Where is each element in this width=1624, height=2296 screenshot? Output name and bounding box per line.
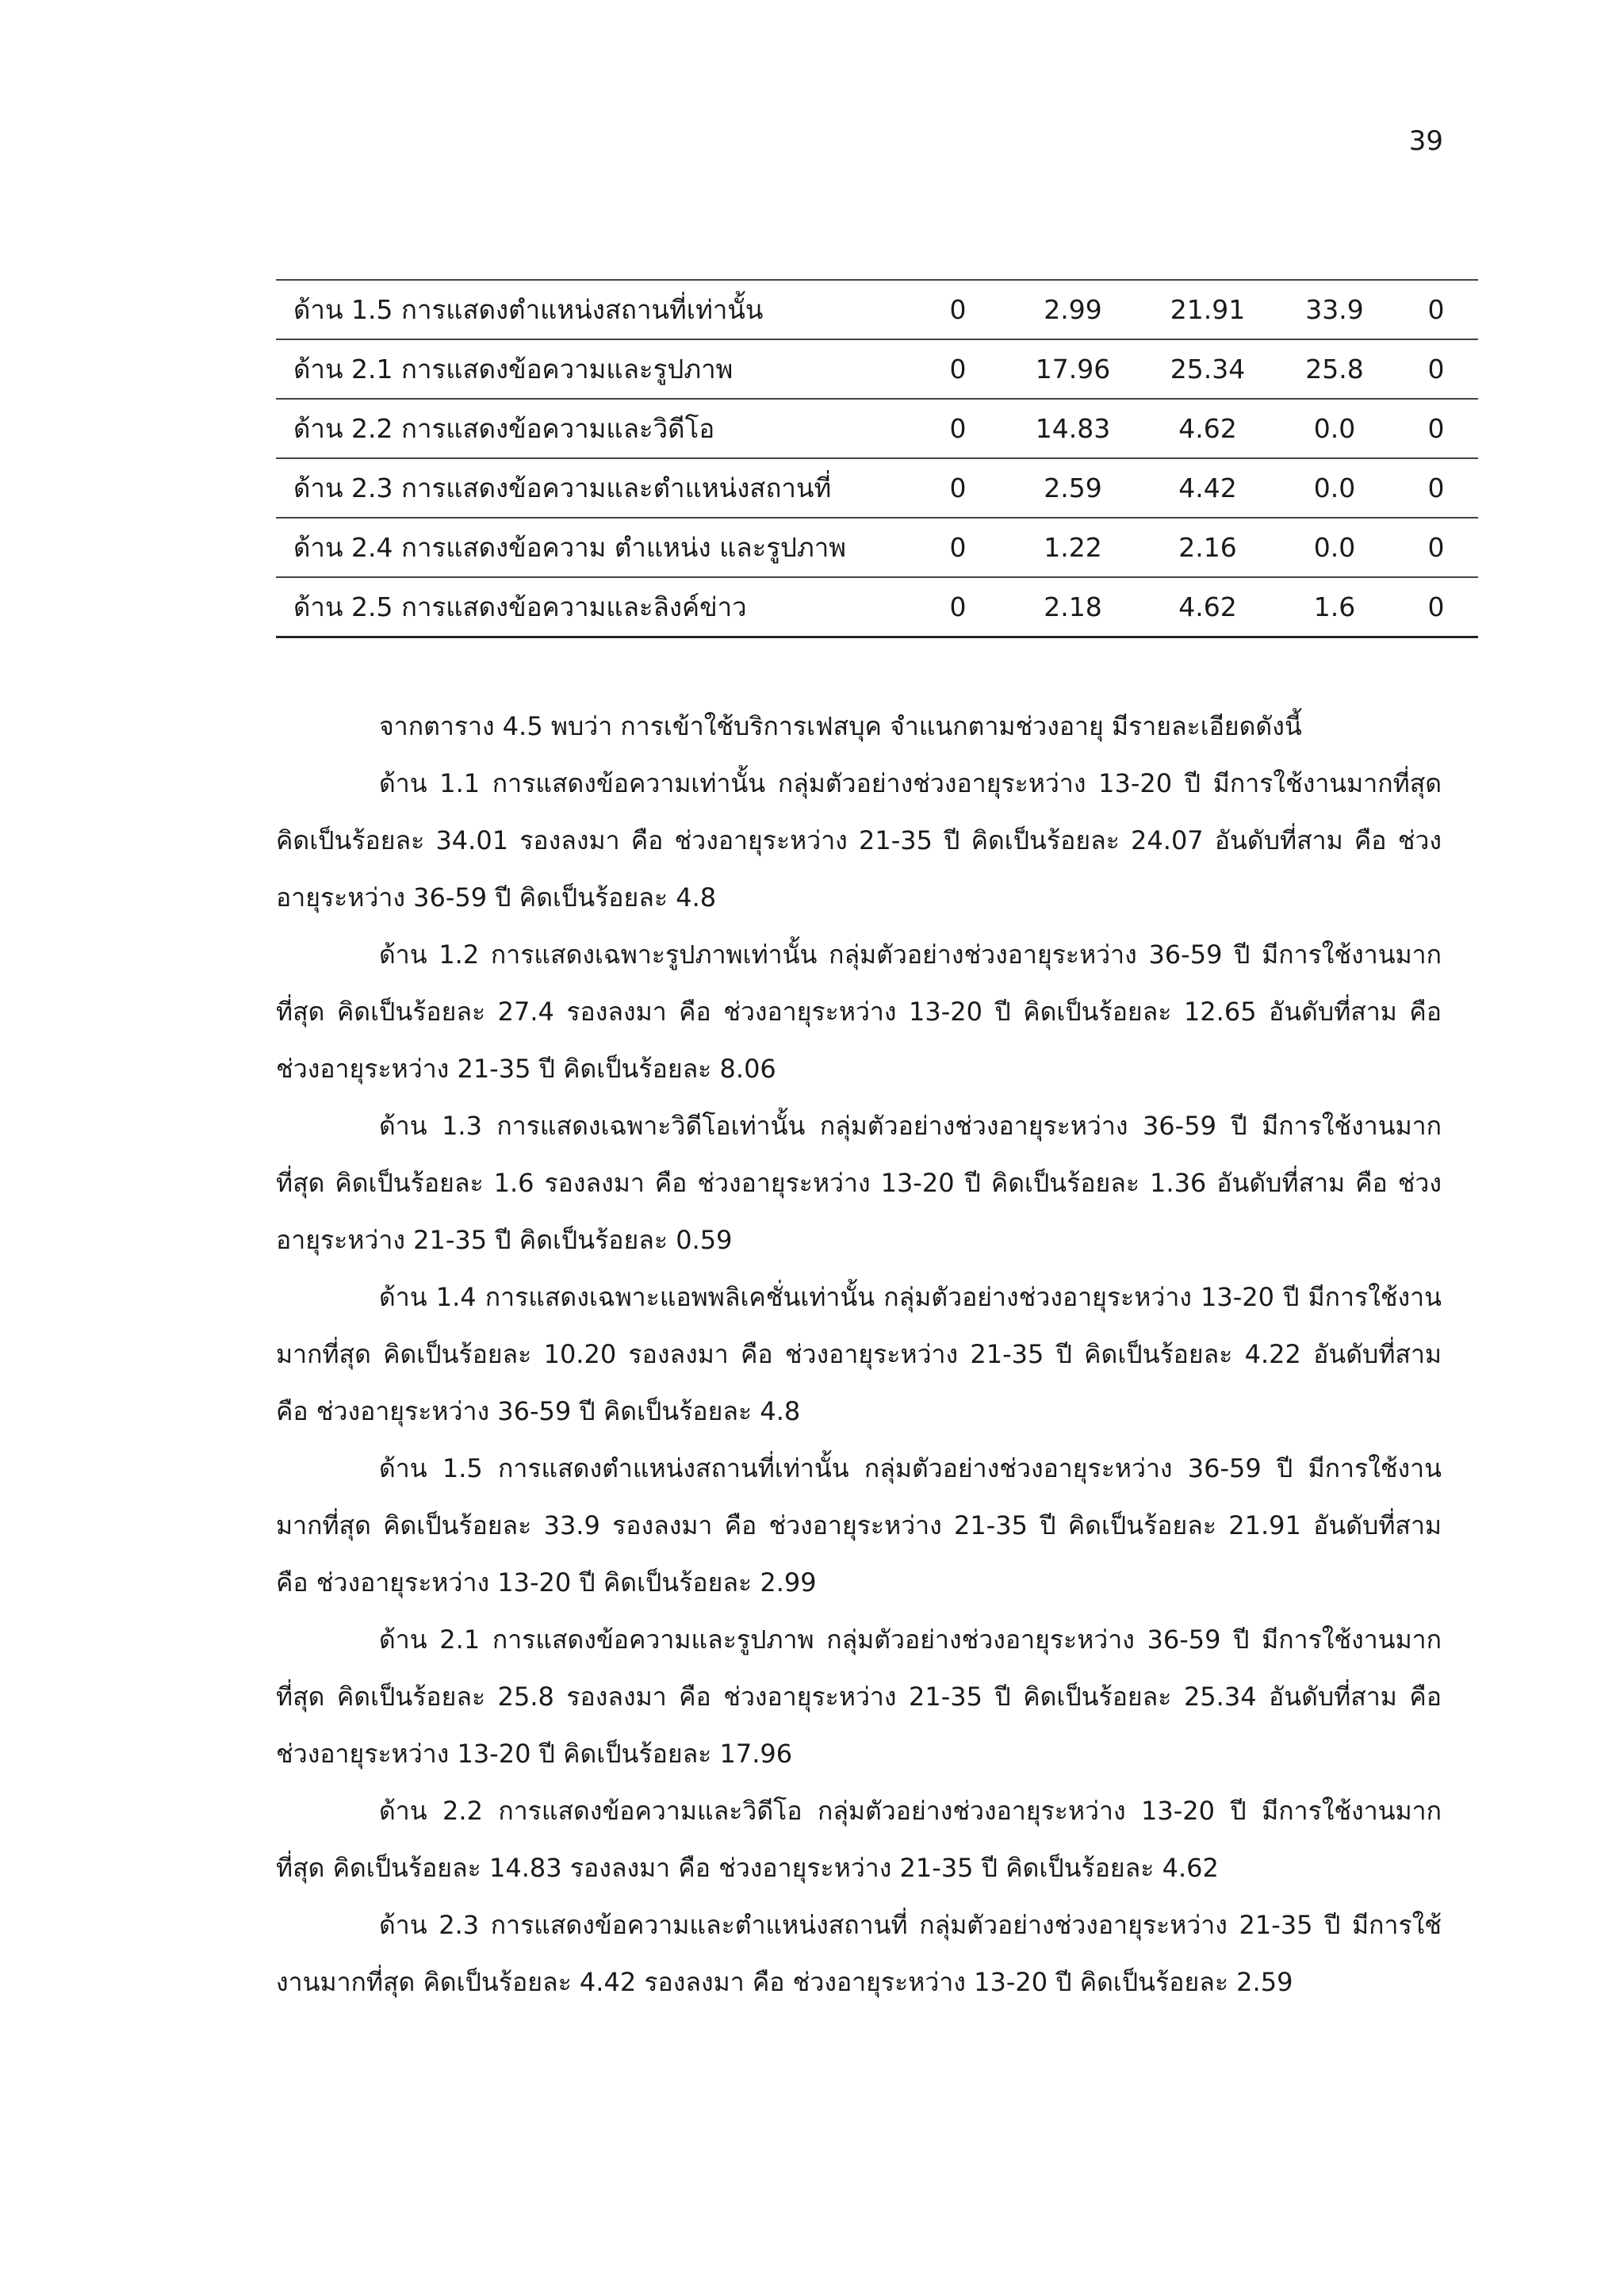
table-cell: 1.22 <box>1005 518 1140 577</box>
table-cell: 0 <box>1394 518 1478 577</box>
body-text <box>276 698 1442 2011</box>
table-cell: 4.62 <box>1140 577 1275 637</box>
table-cell: 0 <box>1394 577 1478 637</box>
table-row <box>276 577 1478 637</box>
table-cell: 0 <box>1394 399 1478 458</box>
table-cell: 2.99 <box>1005 280 1140 339</box>
table-cell: 0 <box>1394 280 1478 339</box>
table-cell: 1.6 <box>1275 577 1394 637</box>
table-cell: 14.83 <box>1005 399 1140 458</box>
table-cell: 0.0 <box>1275 399 1394 458</box>
table-row <box>276 518 1478 577</box>
row-label: ด้าน 2.5 การแสดงข้อความและลิงค์ข่าว <box>276 577 910 637</box>
table-cell: 0 <box>910 458 1005 518</box>
row-label: ด้าน 2.2 การแสดงข้อความและวิดีโอ <box>276 399 910 458</box>
table-cell: 2.59 <box>1005 458 1140 518</box>
paragraph: ด้าน 2.3 การแสดงข้อความและตำแหน่งสถานที่ กลุ่มตัวอย่างช่วงอายุระหว่าง 21-35 ปี มีการใช้งานมากที่สุด คิดเป็นร้อยละ 4.42 รองลงมา คือ ช่วงอายุระหว่าง 13-20 ปี คิดเป็นร้อยละ 2.59 <box>276 1910 1442 1997</box>
table-cell: 2.16 <box>1140 518 1275 577</box>
table-cell: 0 <box>910 399 1005 458</box>
table-cell: 25.34 <box>1140 339 1275 399</box>
intro-paragraph: จากตาราง 4.5 พบว่า การเข้าใช้บริการเฟสบุค จำแนกตามช่วงอายุ มีรายละเอียดดังนี้ <box>379 711 1302 741</box>
paragraph: ด้าน 1.5 การแสดงตำแหน่งสถานที่เท่านั้น กลุ่มตัวอย่างช่วงอายุระหว่าง 36-59 ปี มีการใช้งานมากที่สุด คิดเป็นร้อยละ 33.9 รองลงมา คือ ช่วงอายุระหว่าง 21-35 ปี คิดเป็นร้อยละ 21.91 อันดับที่สาม คือ ช่วงอายุระหว่าง 13-20 ปี คิดเป็นร้อยละ 2.99 <box>276 1453 1442 1598</box>
table-cell: 33.9 <box>1275 280 1394 339</box>
data-table <box>276 279 1478 638</box>
table-cell: 0 <box>1394 458 1478 518</box>
table-cell: 2.18 <box>1005 577 1140 637</box>
table-cell: 17.96 <box>1005 339 1140 399</box>
table-cell: 4.42 <box>1140 458 1275 518</box>
table-cell: 0 <box>910 339 1005 399</box>
table-cell: 0.0 <box>1275 458 1394 518</box>
paragraph: ด้าน 2.2 การแสดงข้อความและวิดีโอ กลุ่มตัวอย่างช่วงอายุระหว่าง 13-20 ปี มีการใช้งานมากที่สุด คิดเป็นร้อยละ 14.83 รองลงมา คือ ช่วงอายุระหว่าง 21-35 ปี คิดเป็นร้อยละ 4.62 <box>276 1796 1442 1883</box>
paragraph: ด้าน 1.3 การแสดงเฉพาะวิดีโอเท่านั้น กลุ่มตัวอย่างช่วงอายุระหว่าง 36-59 ปี มีการใช้งานมากที่สุด คิดเป็นร้อยละ 1.6 รองลงมา คือ ช่วงอายุระหว่าง 13-20 ปี คิดเป็นร้อยละ 1.36 อันดับที่สาม คือ ช่วงอายุระหว่าง 21-35 ปี คิดเป็นร้อยละ 0.59 <box>276 1111 1442 1255</box>
table-cell: 0 <box>910 518 1005 577</box>
paragraph: ด้าน 1.4 การแสดงเฉพาะแอพพลิเคชั่นเท่านั้น กลุ่มตัวอย่างช่วงอายุระหว่าง 13-20 ปี มีการใช้งานมากที่สุด คิดเป็นร้อยละ 10.20 รองลงมา คือ ช่วงอายุระหว่าง 21-35 ปี คิดเป็นร้อยละ 4.22 อันดับที่สาม คือ ช่วงอายุระหว่าง 36-59 ปี คิดเป็นร้อยละ 4.8 <box>276 1282 1442 1426</box>
table-cell: 0.0 <box>1275 518 1394 577</box>
table-row <box>276 399 1478 458</box>
table-cell: 0 <box>910 280 1005 339</box>
table-row <box>276 280 1478 339</box>
row-label: ด้าน 2.3 การแสดงข้อความและตำแหน่งสถานที่ <box>276 458 910 518</box>
paragraph: ด้าน 1.1 การแสดงข้อความเท่านั้น กลุ่มตัวอย่างช่วงอายุระหว่าง 13-20 ปี มีการใช้งานมากที่สุด คิดเป็นร้อยละ 34.01 รองลงมา คือ ช่วงอายุระหว่าง 21-35 ปี คิดเป็นร้อยละ 24.07 อันดับที่สาม คือ ช่วงอายุระหว่าง 36-59 ปี คิดเป็นร้อยละ 4.8 <box>276 768 1442 913</box>
paragraph: ด้าน 2.1 การแสดงข้อความและรูปภาพ กลุ่มตัวอย่างช่วงอายุระหว่าง 36-59 ปี มีการใช้งานมากที่สุด คิดเป็นร้อยละ 25.8 รองลงมา คือ ช่วงอายุระหว่าง 21-35 ปี คิดเป็นร้อยละ 25.34 อันดับที่สาม คือ ช่วงอายุระหว่าง 13-20 ปี คิดเป็นร้อยละ 17.96 <box>276 1624 1442 1769</box>
table-row <box>276 339 1478 399</box>
table-cell: 0 <box>910 577 1005 637</box>
table-cell: 4.62 <box>1140 399 1275 458</box>
table-cell: 0 <box>1394 339 1478 399</box>
table-cell: 21.91 <box>1140 280 1275 339</box>
row-label: ด้าน 2.1 การแสดงข้อความและรูปภาพ <box>276 339 910 399</box>
row-label: ด้าน 2.4 การแสดงข้อความ ตำแหน่ง และรูปภาพ <box>276 518 910 577</box>
row-label: ด้าน 1.5 การแสดงตำแหน่งสถานที่เท่านั้น <box>276 280 910 339</box>
paragraph: ด้าน 1.2 การแสดงเฉพาะรูปภาพเท่านั้น กลุ่มตัวอย่างช่วงอายุระหว่าง 36-59 ปี มีการใช้งานมากที่สุด คิดเป็นร้อยละ 27.4 รองลงมา คือ ช่วงอายุระหว่าง 13-20 ปี คิดเป็นร้อยละ 12.65 อันดับที่สาม คือ ช่วงอายุระหว่าง 21-35 ปี คิดเป็นร้อยละ 8.06 <box>276 939 1442 1084</box>
table-row <box>276 458 1478 518</box>
table-cell: 25.8 <box>1275 339 1394 399</box>
page-number: 39 <box>1408 125 1443 157</box>
